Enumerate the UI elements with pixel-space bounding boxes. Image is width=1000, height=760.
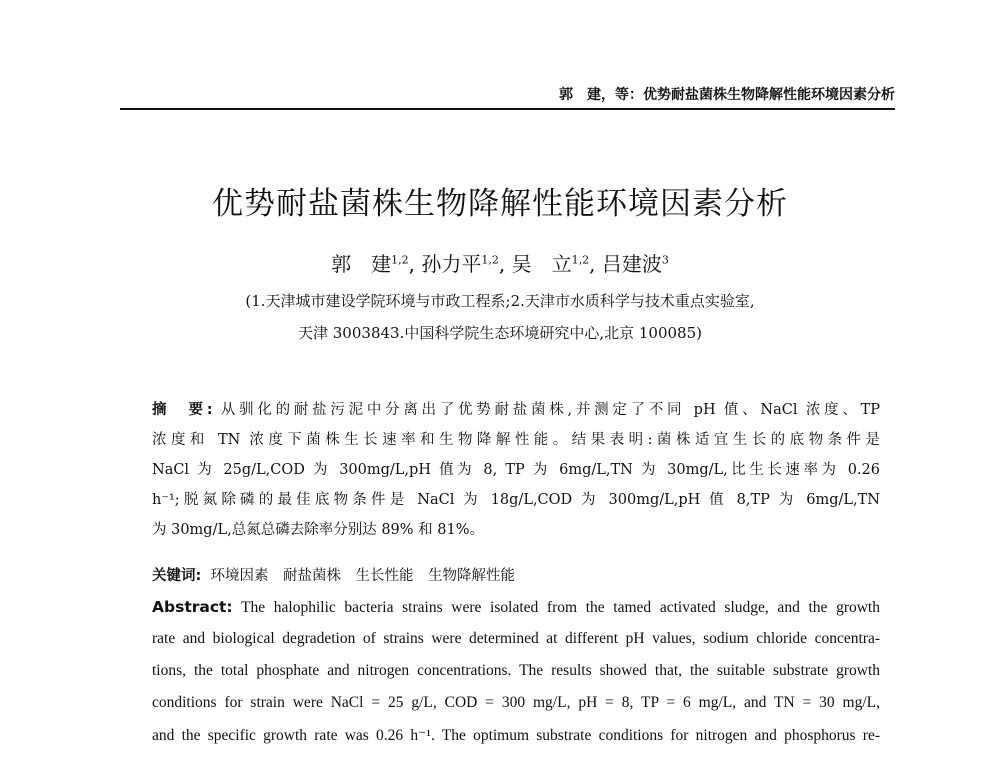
abstract-en-line: tions, the total phosphate and nitrogen concentrations. The results showed that, the suitable substrate growth — [152, 662, 880, 679]
abstract-cn-line: h⁻¹;脱氮除磷的最佳底物条件是 NaCl 为 18g/L,COD 为 300mg/L,pH 值 8,TP 为 6mg/L,TN — [152, 492, 880, 508]
author-list: 郭 建$^{1,2}$, 孙力平$^{1,2}$, 吴 立$^{1,2}$, 吕建波$^3$ — [331, 252, 669, 276]
affiliation-line: (1.天津城市建设学院环境与市政工程系;2.天津市水质科学与技术重点实验室, — [245, 292, 755, 310]
abstract-cn-line: 浓度和 TN 浓度下菌株生长速率和生物降解性能。结果表明:菌株适宜生长的底物条件是 — [152, 432, 880, 448]
abstract-en-line: and the specific growth rate was 0.26 h⁻¹. The optimum substrate conditions for nitrogen and phosphorus re- — [152, 727, 880, 744]
keywords-text: 环境因素 耐盐菌株 生长性能 生物降解性能 — [210, 568, 516, 584]
affiliation-line: 天津 3003843.中国科学院生态环境研究中心,北京 100085) — [298, 324, 702, 342]
author: 郭 建 — [331, 252, 392, 276]
header-rule — [120, 108, 895, 110]
abstract-cn-label: 摘 要: — [152, 402, 213, 418]
author: 吴 立 — [511, 252, 572, 276]
abstract-cn-line — [152, 398, 880, 419]
abstract-en-line: conditions for strain were NaCl = 25 g/L, COD = 300 mg/L, pH = 8, TP = 6 mg/L, and TN = 30 mg/L, — [152, 694, 880, 711]
author-affil: 1,2 — [481, 253, 499, 267]
author-affil: 1,2 — [391, 253, 409, 267]
running-header: 郭 建，等：优势耐盐菌株生物降解性能环境因素分析 — [559, 87, 895, 103]
author: 吕建波 — [601, 252, 662, 276]
abstract-cn-line: NaCl 为 25g/L,COD 为 300mg/L,pH 值为 8, TP 为 6mg/L,TN 为 30mg/L,比生长速率为 0.26 — [152, 462, 880, 478]
abstract-en-label: Abstract: — [152, 598, 233, 616]
abstract-en-text: The halophilic bacteria strains were isolated from the tamed activated sludge, and the growth — [241, 599, 880, 616]
author-affil: 1,2 — [571, 253, 590, 267]
author-affil: 3 — [661, 253, 669, 267]
paper-title: 优势耐盐菌株生物降解性能环境因素分析 — [212, 186, 788, 222]
abstract-cn-line: 为 30mg/L,总氮总磷去除率分别达 89% 和 81%。 — [152, 522, 484, 538]
author: 孙力平 — [421, 252, 482, 276]
abstract-cn-text: 从驯化的耐盐污泥中分离出了优势耐盐菌株,并测定了不同 pH 值、NaCl 浓度、TP — [220, 402, 880, 418]
keywords — [152, 564, 880, 585]
abstract-en-line: rate and biological degradetion of strains were determined at different pH values, sodium chloride concentra- — [152, 630, 880, 647]
abstract-en-line — [152, 598, 880, 617]
keywords-label: 关键词: — [152, 568, 202, 584]
